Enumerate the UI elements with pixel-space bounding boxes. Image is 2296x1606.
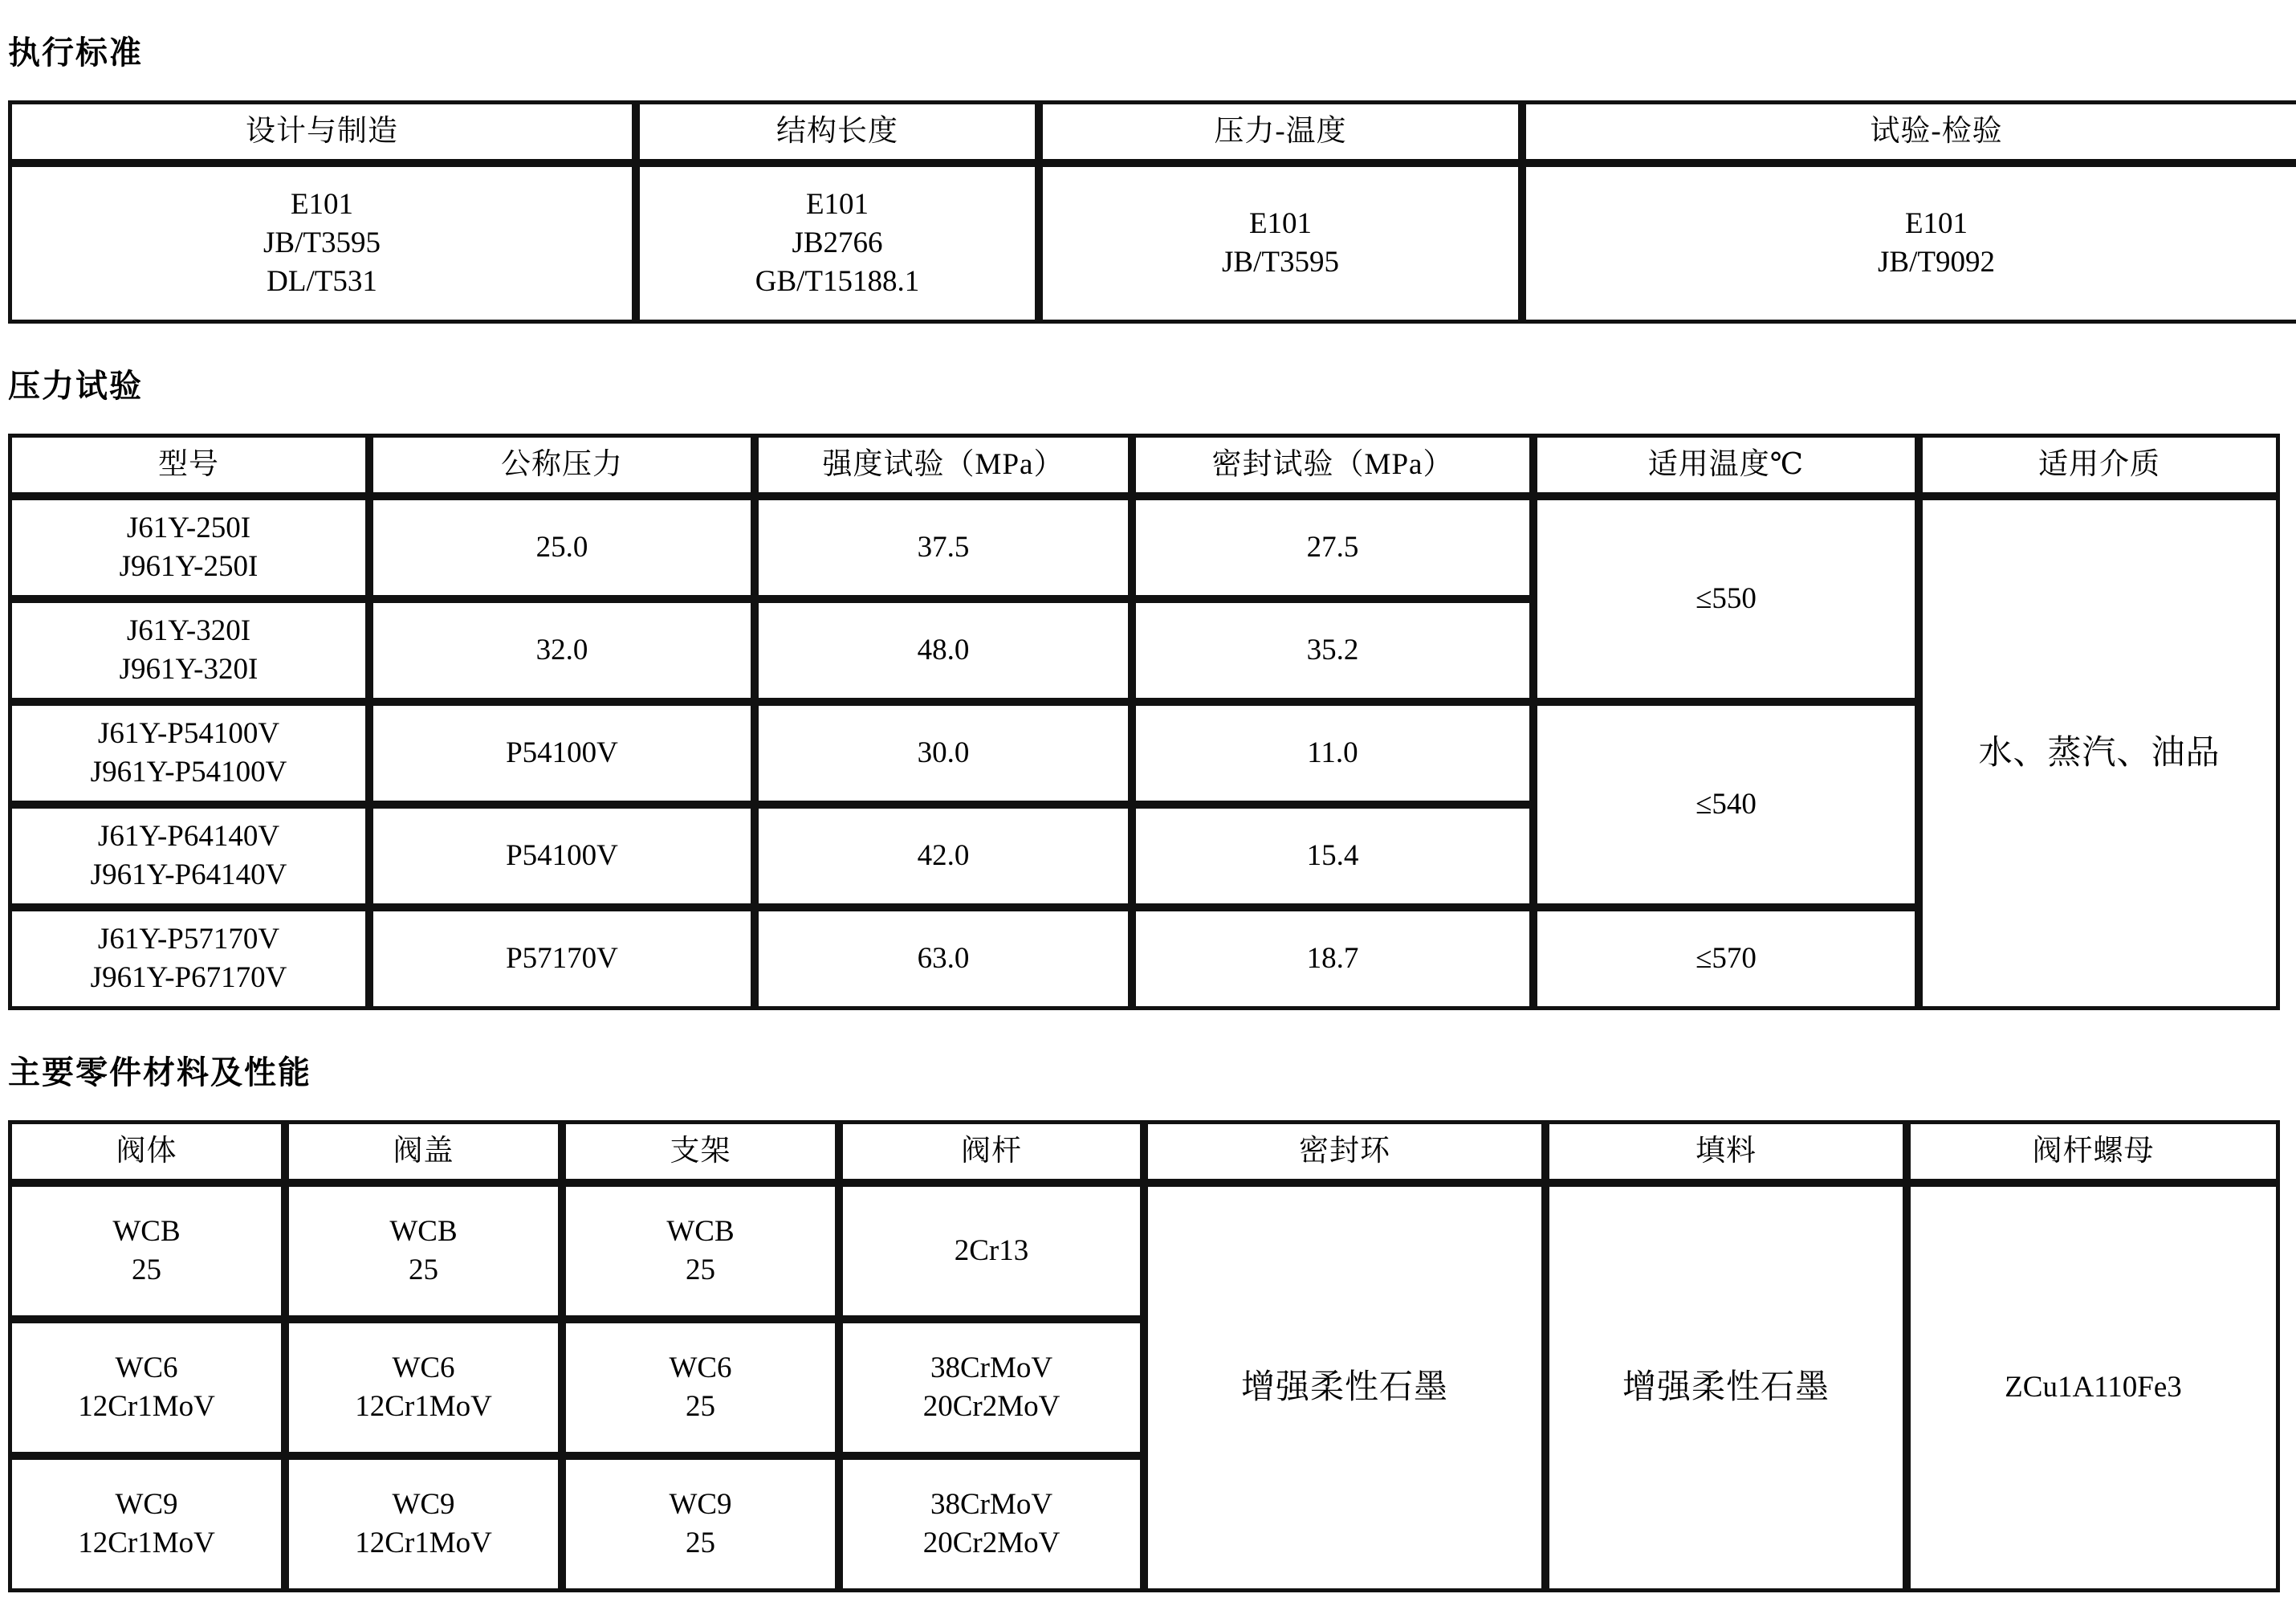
value-line: WC9: [392, 1488, 455, 1522]
header-seal-test: 密封试验（MPa）: [1132, 434, 1533, 496]
table-row: [8, 496, 2280, 599]
header-design-manufacture: 设计与制造: [8, 100, 636, 163]
table-row: [8, 163, 2296, 324]
value-line: WC9: [115, 1488, 178, 1522]
cell-medium: 水、蒸汽、油品: [1919, 496, 2280, 1010]
value-line: WC6: [669, 1351, 732, 1385]
value-line: WCB: [666, 1215, 735, 1249]
value-line: 25: [686, 1390, 715, 1424]
value-line: 12Cr1MoV: [78, 1527, 215, 1560]
value-line: J961Y-P54100V: [90, 756, 287, 789]
cell-design-manufacture: [8, 163, 636, 324]
table-row-header: [8, 1120, 2280, 1183]
cell-valve-stem: 2Cr13: [839, 1183, 1144, 1319]
header-valve-bonnet: 阀盖: [285, 1120, 562, 1183]
cell-temperature-570: ≤570: [1533, 907, 1919, 1010]
header-valve-stem: 阀杆: [839, 1120, 1144, 1183]
header-structure-length: 结构长度: [636, 100, 1039, 163]
cell-nominal-pressure: 25.0: [369, 496, 755, 599]
cell-seal-test: 18.7: [1132, 907, 1533, 1010]
cell-seal-test: 27.5: [1132, 496, 1533, 599]
header-valve-body: 阀体: [8, 1120, 285, 1183]
top-spacer: [0, 0, 2296, 27]
pressure-test-table: [8, 434, 2280, 1010]
header-pressure-temperature: 压力-温度: [1039, 100, 1522, 163]
value-line: J61Y-P64140V: [97, 820, 280, 854]
value-line: J61Y-P57170V: [97, 923, 280, 956]
cell-stem-nut: ZCu1A110Fe3: [1907, 1183, 2280, 1592]
header-applicable-medium: 适用介质: [1919, 434, 2280, 496]
value-line: WC6: [392, 1351, 455, 1385]
cell-temperature-540: ≤540: [1533, 702, 1919, 907]
cell-valve-body: [8, 1456, 285, 1592]
table-row: [8, 1183, 2280, 1319]
value-line: E101: [805, 187, 869, 221]
value-line: 25: [132, 1253, 161, 1287]
value-line: 38CrMoV: [930, 1351, 1053, 1385]
spacer-after-pressure-title: [0, 406, 2296, 434]
cell-nominal-pressure: P54100V: [369, 805, 755, 907]
section-title-pressure: 压力试验: [8, 369, 143, 405]
cell-strength-test: 48.0: [755, 599, 1132, 702]
standards-table: [8, 100, 2296, 324]
cell-valve-bonnet: [285, 1183, 562, 1319]
materials-table: [8, 1120, 2280, 1592]
value-line: DL/T531: [267, 265, 377, 299]
header-strength-test: 强度试验（MPa）: [755, 434, 1132, 496]
spacer-after-materials-title: [0, 1093, 2296, 1120]
cell-valve-body: [8, 1183, 285, 1319]
value-line: WCB: [112, 1215, 181, 1249]
spacer-before-materials-title: [0, 1010, 2296, 1047]
value-line: 25: [686, 1253, 715, 1287]
header-nominal-pressure: 公称压力: [369, 434, 755, 496]
header-seal-ring: 密封环: [1144, 1120, 1545, 1183]
header-bracket: 支架: [562, 1120, 839, 1183]
value-line: J961Y-250I: [119, 550, 259, 584]
value-line: J961Y-320I: [119, 653, 259, 687]
cell-packing: 增强柔性石墨: [1545, 1183, 1907, 1592]
value-line: 20Cr2MoV: [922, 1527, 1060, 1560]
value-line: 25: [409, 1253, 438, 1287]
value-line: J61Y-P54100V: [97, 717, 280, 751]
value-line: 12Cr1MoV: [78, 1390, 215, 1424]
cell-bracket: [562, 1319, 839, 1456]
section-title-standards: 执行标准: [8, 35, 143, 71]
value-line: JB2766: [792, 226, 883, 260]
cell-structure-length: [636, 163, 1039, 324]
cell-model: [8, 496, 369, 599]
value-line: WC6: [115, 1351, 178, 1385]
cell-pressure-temperature: [1039, 163, 1522, 324]
value-line: JB/T3595: [263, 226, 381, 260]
cell-strength-test: 63.0: [755, 907, 1132, 1010]
cell-model: [8, 702, 369, 805]
cell-valve-stem: [839, 1456, 1144, 1592]
header-model: 型号: [8, 434, 369, 496]
spacer-after-standards-title: [0, 73, 2296, 100]
cell-temperature-550: ≤550: [1533, 496, 1919, 702]
header-test-inspection: 试验-检验: [1522, 100, 2296, 163]
header-applicable-temperature: 适用温度℃: [1533, 434, 1919, 496]
cell-valve-body: [8, 1319, 285, 1456]
value-line: E101: [290, 187, 354, 221]
value-line: WC9: [669, 1488, 732, 1522]
cell-model: [8, 907, 369, 1010]
cell-strength-test: 37.5: [755, 496, 1132, 599]
cell-strength-test: 30.0: [755, 702, 1132, 805]
value-line: 12Cr1MoV: [355, 1527, 492, 1560]
value-line: WCB: [389, 1215, 458, 1249]
value-line: J61Y-320I: [126, 614, 251, 648]
cell-valve-stem: [839, 1319, 1144, 1456]
cell-valve-bonnet: [285, 1319, 562, 1456]
value-line: JB/T3595: [1222, 246, 1339, 279]
value-line: 20Cr2MoV: [922, 1390, 1060, 1424]
value-line: J961Y-P67170V: [90, 961, 287, 995]
section-title-materials: 主要零件材料及性能: [8, 1055, 311, 1091]
value-line: GB/T15188.1: [755, 265, 920, 299]
table-row-header: [8, 434, 2280, 496]
value-line: JB/T9092: [1878, 246, 1995, 279]
cell-model: [8, 599, 369, 702]
value-line: 12Cr1MoV: [355, 1390, 492, 1424]
cell-nominal-pressure: P57170V: [369, 907, 755, 1010]
cell-seal-test: 15.4: [1132, 805, 1533, 907]
value-line: E101: [1248, 207, 1313, 240]
header-packing: 填料: [1545, 1120, 1907, 1183]
spacer-before-pressure-title: [0, 324, 2296, 361]
cell-seal-ring: 增强柔性石墨: [1144, 1183, 1545, 1592]
cell-test-inspection: [1522, 163, 2296, 324]
header-stem-nut: 阀杆螺母: [1907, 1120, 2280, 1183]
cell-nominal-pressure: P54100V: [369, 702, 755, 805]
cell-bracket: [562, 1183, 839, 1319]
cell-model: [8, 805, 369, 907]
cell-seal-test: 11.0: [1132, 702, 1533, 805]
cell-strength-test: 42.0: [755, 805, 1132, 907]
cell-seal-test: 35.2: [1132, 599, 1533, 702]
value-line: 38CrMoV: [930, 1488, 1053, 1522]
cell-bracket: [562, 1456, 839, 1592]
table-row-header: [8, 100, 2296, 163]
value-line: 25: [686, 1527, 715, 1560]
value-line: E101: [1904, 207, 1968, 240]
cell-nominal-pressure: 32.0: [369, 599, 755, 702]
cell-valve-bonnet: [285, 1456, 562, 1592]
value-line: J961Y-P64140V: [90, 858, 287, 892]
value-line: J61Y-250I: [126, 512, 251, 545]
